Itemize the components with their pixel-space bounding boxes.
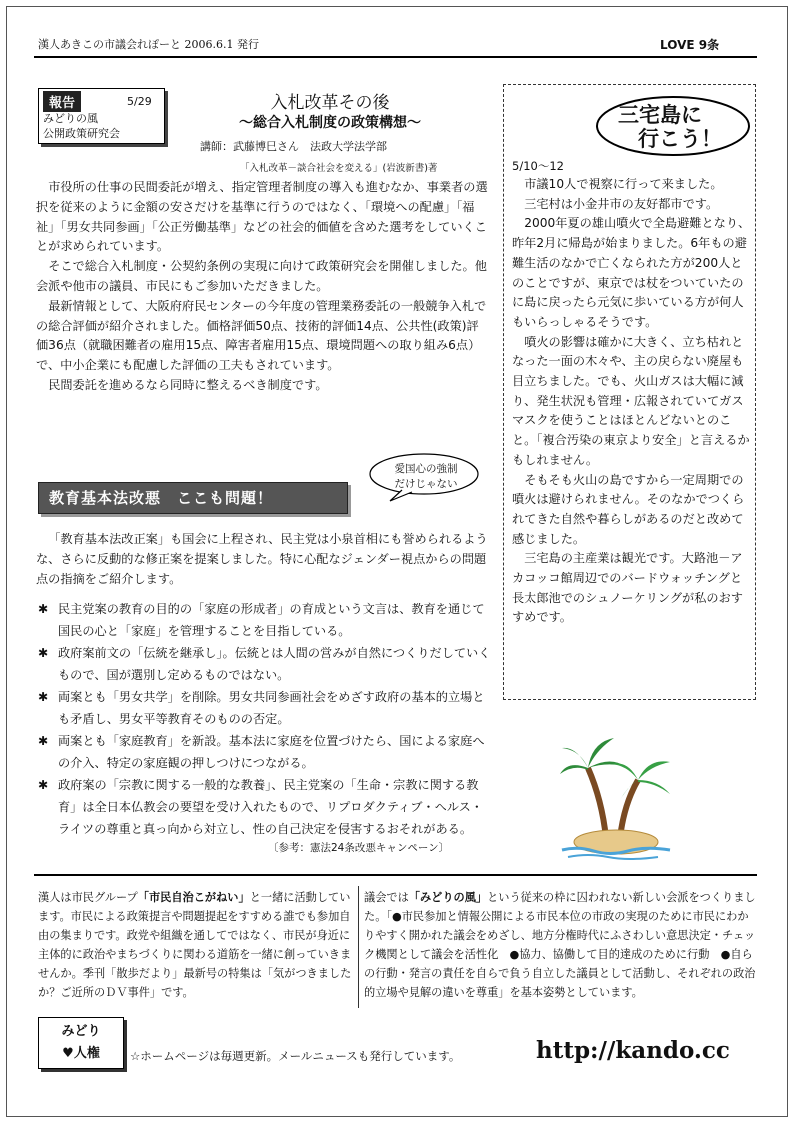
footer-council-text: 議会では「みどりの風」という従来の枠に囚われない新しい会派をつくりました。「●市民参加と情報公開による市民本位の市政の実現のために市民にわかりやすく開かれた議会をめざし、地方分権時代にふさわしい意思決定・チェック機関として議会を活性化 ●協力、協働して目的達成のために行動 ●自らの行動・発言の責任を自らで負う自立した議員として活動し、それぞれの政治的立場や見解の違いを尊重」を基本姿勢としています。 [364,891,756,999]
asterisk-icon: ✱ [38,734,49,748]
list-item: ✱ 政府案の「宗教に関する一般的な教養」、民主党案の「生命・宗教に関する教育」は全日本仏教会の要望を受け入れたもので、リプロダクティブ・ヘルス・ライツの尊重と真っ向から対立し、性の自己決定を侵害するおそれがある。 [36,774,491,840]
article-paragraph: そこで総合入札制度・公契約条例の実現に向けて政策研究会を開催しました。他会派や他市の議員、市民にもご参加いただきました。 [36,259,487,293]
asterisk-icon: ✱ [38,646,49,660]
homepage-url[interactable]: http://kando.cc [536,1037,730,1064]
footer-divider [358,886,359,1008]
miyake-body [512,175,752,628]
miyake-paragraph: 噴火の影響は確かに大きく、立ち枯れとなった一面の木々や、主の戻らない廃屋も目立ちました。でも、火山ガスは大幅に減り、発生状況も管理・広報されていてガスマスクを使うことはほとんどないとのこと。「複合汚染の東京より安全」と言えるかもしれません。 [512,334,750,467]
love-article9-label: LOVE 9条 [660,38,720,52]
asterisk-icon: ✱ [38,778,49,792]
miyake-paragraph: 2000年夏の雄山噴火で全島避難となり、昨年2月に帰島が始まりました。6年もの避難生活のなかで亡くなられた方が200人とのことですが、東京では杖をついていたのに島に戻ったら元気に歩いている方が何人もいらっしゃるそうです。 [512,216,751,329]
report-box [38,88,165,144]
speech-bubble-text [378,462,474,492]
miyake-paragraph: 三宅村は小金井市の友好都市です。 [524,196,719,211]
asterisk-icon: ✱ [38,602,49,616]
badge-line1: みどり [61,1024,101,1039]
palm-island-icon [558,720,678,860]
newsletter-issue-line: 漢人あきこの市議会れぽーと 2006.6.1 発行 [38,38,259,51]
header-rule [34,56,757,58]
midori-jinken-badge [38,1017,124,1069]
article-paragraph: 民間委託を進めるなら同時に整えるべき制度です。 [48,377,328,392]
miyake-paragraph: 三宅島の主産業は観光です。大路池－アカコッコ館周辺でのバードウォッチングと長太郎池でのシュノーケリングが私のおすすめです。 [512,551,743,625]
footer-citizen-group-text: 漢人は市民グループ「市民自治こがねい」と一緒に活動しています。市民による政策提言や問題提起をすすめる誰でも参加自由の集まりです。政党や組織を通してではなく、市民が身近に主体的に政治やまちづくりに関わる道筋を一緒に創っていきませんか。季刊「散歩だより」最新号の特集は「気がつきましたか？ご近所のＤＶ事件」です。 [38,891,352,999]
report-organization [43,111,120,141]
gender-issue-list [36,598,491,840]
report-org-line2: 公開政策研究会 [43,127,120,140]
article-paragraph: 市役所の仕事の民間委託が増え、指定管理者制度の導入も進むなか、事業者の選択を従来のように金額の安さだけを基準に行うのではなく、「環境への配慮」「福祉」「男女共同参画」「公正労働基準」などの社会的価値を含めた選考をしていくことが求められています。 [36,180,488,254]
miyake-date: 5/10～12 [512,159,564,173]
intro-paragraph: 「教育基本法改正案」も国会に上程され、民主党は小泉首相にも誉められるような、さらに反動的な修正案を提案しました。特に心配なジェンダー視点からの問題点の指摘をご紹介します。 [36,532,488,586]
reference-note: 〔参考：憲法24条改悪キャンペーン〕 [268,842,450,854]
miyake-paragraph: そもそも火山の島ですから一定周期での噴火は避けられません。そのなかでつくられてきた自然や暮らしがあるのだと改めて感じました。 [512,472,745,546]
bubble-line2: だけじゃない [394,478,458,490]
article-title: 入札改革その後 [270,93,390,113]
homepage-notice: ☆ホームページは毎週更新。メールニュースも発行しています。 [130,1049,461,1063]
asterisk-icon: ✱ [38,690,49,704]
badge-line2: ♥人権 [62,1046,100,1061]
report-org-line1: みどりの風 [43,112,98,125]
bubble-line1: 愛国心の強制 [394,463,458,475]
list-item: ✱ 民主党案の教育の目的の「家庭の形成者」の育成という文言は、教育を通じて国民の心と「家庭」を管理することを目指している。 [36,598,491,642]
education-intro [36,530,491,589]
lecturer-line: 講師：武藤博巳さん 法政大学法学部 [200,140,387,153]
list-item: ✱ 両案とも「家庭教育」を新設。基本法に家庭を位置づけたら、国による家庭への介入、特定の家庭観の押しつけにつながる。 [36,730,491,774]
list-item: ✱ 両案とも「男女共学」を削除。男女共同参画社会をめざす政府の基本的立場とも矛盾し、男女平等教育そのものの否定。 [36,686,491,730]
footer-rule [34,874,757,876]
list-item: ✱ 政府案前文の「伝統を継承し」。伝統とは人間の営みが自然につくりだしていくもので、国が選別し定めるものではない。 [36,642,491,686]
article-subtitle: ～総合入札制度の政策構想～ [239,115,421,131]
article-paragraph: 最新情報として、大阪府府民センターの今年度の管理業務委託の一般競争入札での総合評価が紹介されました。価格評価50点、技術的評価14点、公共性(政策)評価36点（就職困難者の雇用15点、障害者雇用15点、環境問題への取り組み6点）で、中小企業にも配慮した評価の工夫もされています。 [36,298,487,373]
education-law-banner: 教育基本法改悪 ここも問題！ [38,482,348,514]
miyake-title-line1: 三宅島に [618,103,702,127]
faction-name: 「みどりの風」 [408,891,488,904]
miyake-title-line2: 行こう！ [638,127,722,151]
book-reference: 「入札改革－談合社会を変える」(岩波新書)著 [240,163,438,174]
article-body [36,178,489,396]
report-date: 5/29 [127,95,152,108]
miyake-paragraph: 市議10人で視察に行って来ました。 [524,177,723,191]
group-name: 「市民自治こがねい」 [137,891,250,904]
report-label: 報告 [43,91,81,112]
